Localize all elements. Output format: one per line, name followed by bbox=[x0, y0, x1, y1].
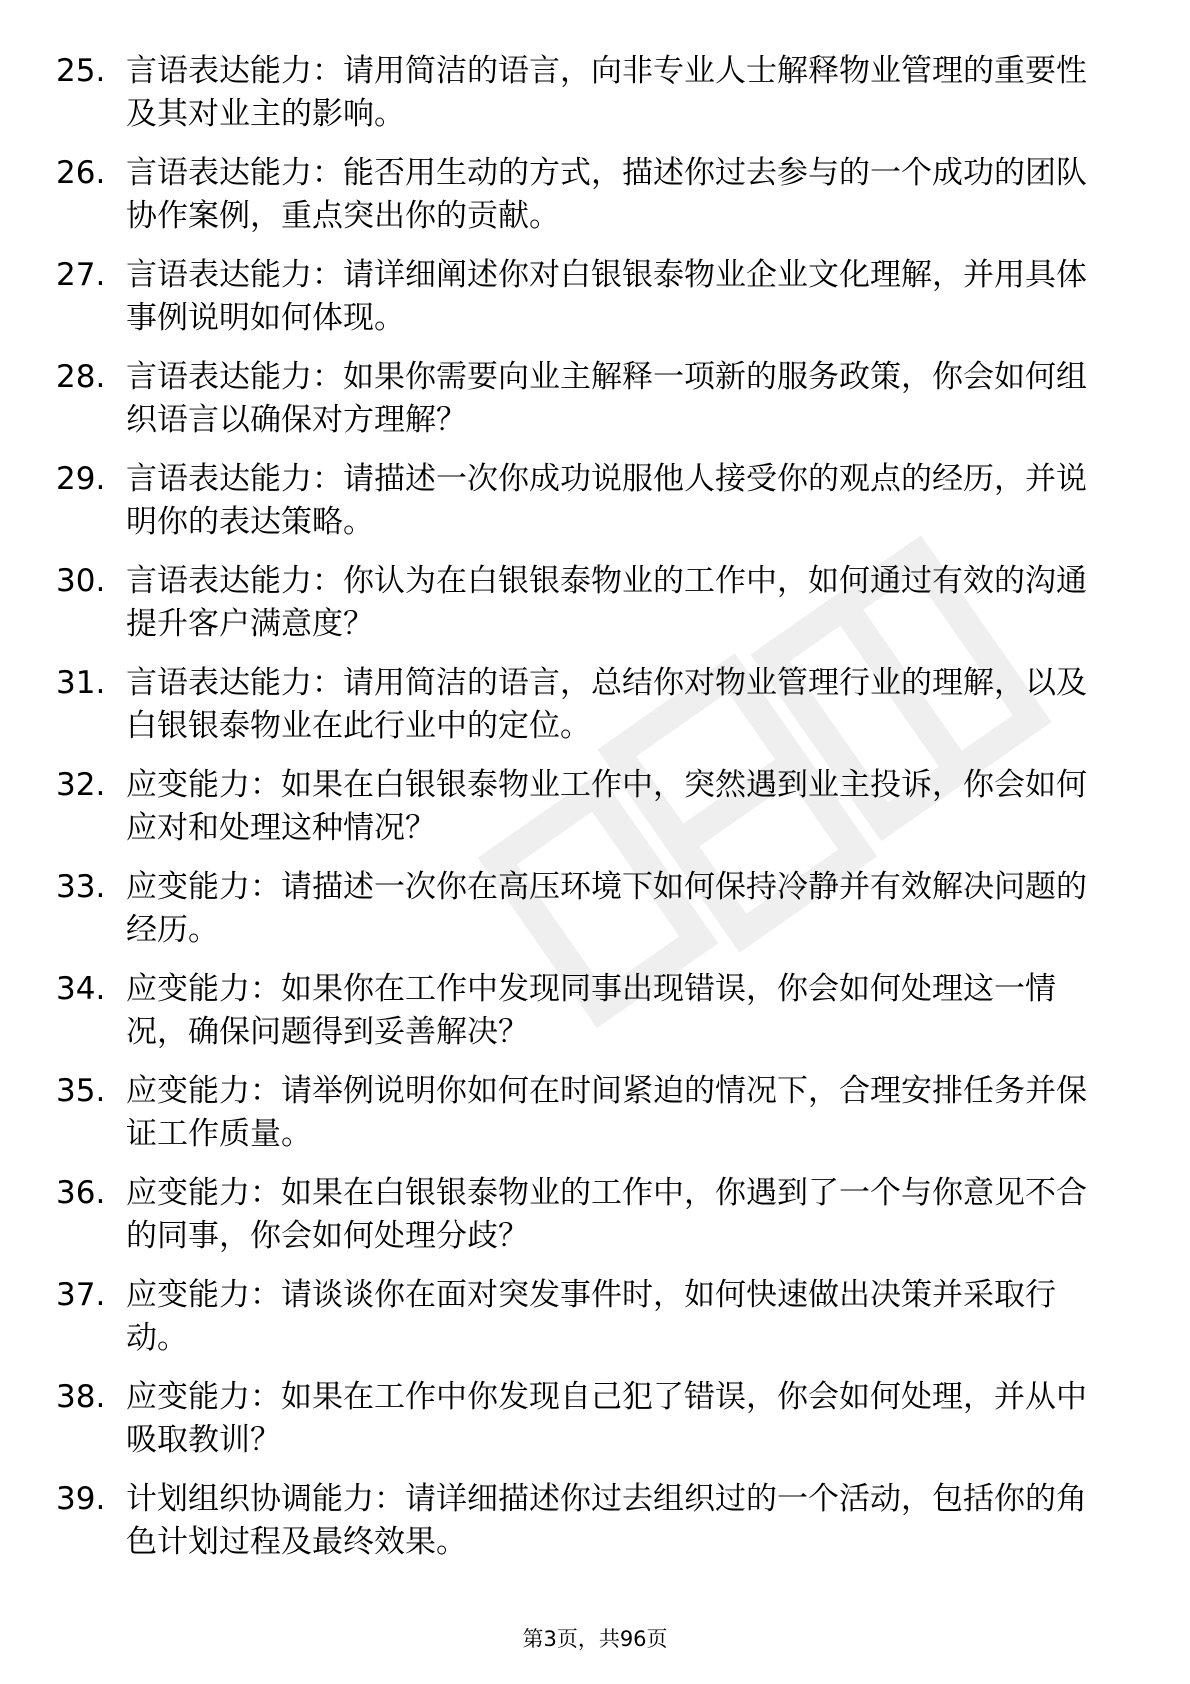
page-footer: 第3页，共96页 bbox=[522, 1627, 668, 1651]
question-number: 27. bbox=[56, 257, 106, 293]
question-number: 29. bbox=[56, 461, 106, 497]
question-number: 34. bbox=[56, 971, 106, 1007]
list-item bbox=[56, 764, 1106, 866]
question-text: 言语表达能力：请详细阐述你对白银银泰物业企业文化理解，并用具体事例说明如何体现。 bbox=[126, 257, 1087, 336]
list-item bbox=[56, 662, 1106, 764]
list-item bbox=[56, 1376, 1106, 1478]
question-number: 39. bbox=[56, 1481, 106, 1517]
question-number: 32. bbox=[56, 767, 106, 803]
question-text: 言语表达能力：你认为在白银银泰物业的工作中，如何通过有效的沟通提升客户满意度？ bbox=[126, 563, 1087, 642]
list-item bbox=[56, 356, 1106, 458]
question-text: 应变能力：如果在白银银泰物业工作中，突然遇到业主投诉，你会如何应对和处理这种情况？ bbox=[126, 767, 1087, 846]
question-text: 应变能力：如果在工作中你发现自己犯了错误，你会如何处理，并从中吸取教训？ bbox=[126, 1379, 1087, 1458]
list-item bbox=[56, 254, 1106, 356]
list-item bbox=[56, 1274, 1106, 1376]
list-item bbox=[56, 1478, 1106, 1580]
question-number: 30. bbox=[56, 563, 106, 599]
question-text: 应变能力：请举例说明你如何在时间紧迫的情况下，合理安排任务并保证工作质量。 bbox=[126, 1073, 1087, 1152]
question-number: 35. bbox=[56, 1073, 106, 1109]
question-list bbox=[56, 50, 1106, 1580]
question-text: 应变能力：如果你在工作中发现同事出现错误，你会如何处理这一情况，确保问题得到妥善解决？ bbox=[126, 971, 1056, 1050]
question-number: 26. bbox=[56, 155, 106, 191]
question-text: 应变能力：请描述一次你在高压环境下如何保持冷静并有效解决问题的经历。 bbox=[126, 869, 1087, 948]
list-item bbox=[56, 560, 1106, 662]
list-item bbox=[56, 152, 1106, 254]
question-number: 31. bbox=[56, 665, 106, 701]
question-text: 言语表达能力：请描述一次你成功说服他人接受你的观点的经历，并说明你的表达策略。 bbox=[126, 461, 1087, 540]
list-item bbox=[56, 458, 1106, 560]
question-number: 25. bbox=[56, 53, 106, 89]
list-item bbox=[56, 1070, 1106, 1172]
list-item bbox=[56, 1172, 1106, 1274]
question-text: 言语表达能力：请用简洁的语言，向非专业人士解释物业管理的重要性及其对业主的影响。 bbox=[126, 53, 1087, 132]
question-text: 计划组织协调能力：请详细描述你过去组织过的一个活动，包括你的角色计划过程及最终效果。 bbox=[126, 1481, 1087, 1560]
question-text: 应变能力：请谈谈你在面对突发事件时，如何快速做出决策并采取行动。 bbox=[126, 1277, 1056, 1356]
question-text: 言语表达能力：能否用生动的方式，描述你过去参与的一个成功的团队协作案例，重点突出你的贡献。 bbox=[126, 155, 1087, 234]
question-number: 38. bbox=[56, 1379, 106, 1415]
question-number: 28. bbox=[56, 359, 106, 395]
question-text: 言语表达能力：如果你需要向业主解释一项新的服务政策，你会如何组织语言以确保对方理解？ bbox=[126, 359, 1087, 438]
list-item bbox=[56, 866, 1106, 968]
question-text: 言语表达能力：请用简洁的语言，总结你对物业管理行业的理解，以及白银银泰物业在此行业中的定位。 bbox=[126, 665, 1087, 744]
question-number: 36. bbox=[56, 1175, 106, 1211]
question-number: 37. bbox=[56, 1277, 106, 1313]
question-number: 33. bbox=[56, 869, 106, 905]
list-item bbox=[56, 50, 1106, 152]
list-item bbox=[56, 968, 1106, 1070]
question-text: 应变能力：如果在白银银泰物业的工作中，你遇到了一个与你意见不合的同事，你会如何处理分歧？ bbox=[126, 1175, 1087, 1254]
